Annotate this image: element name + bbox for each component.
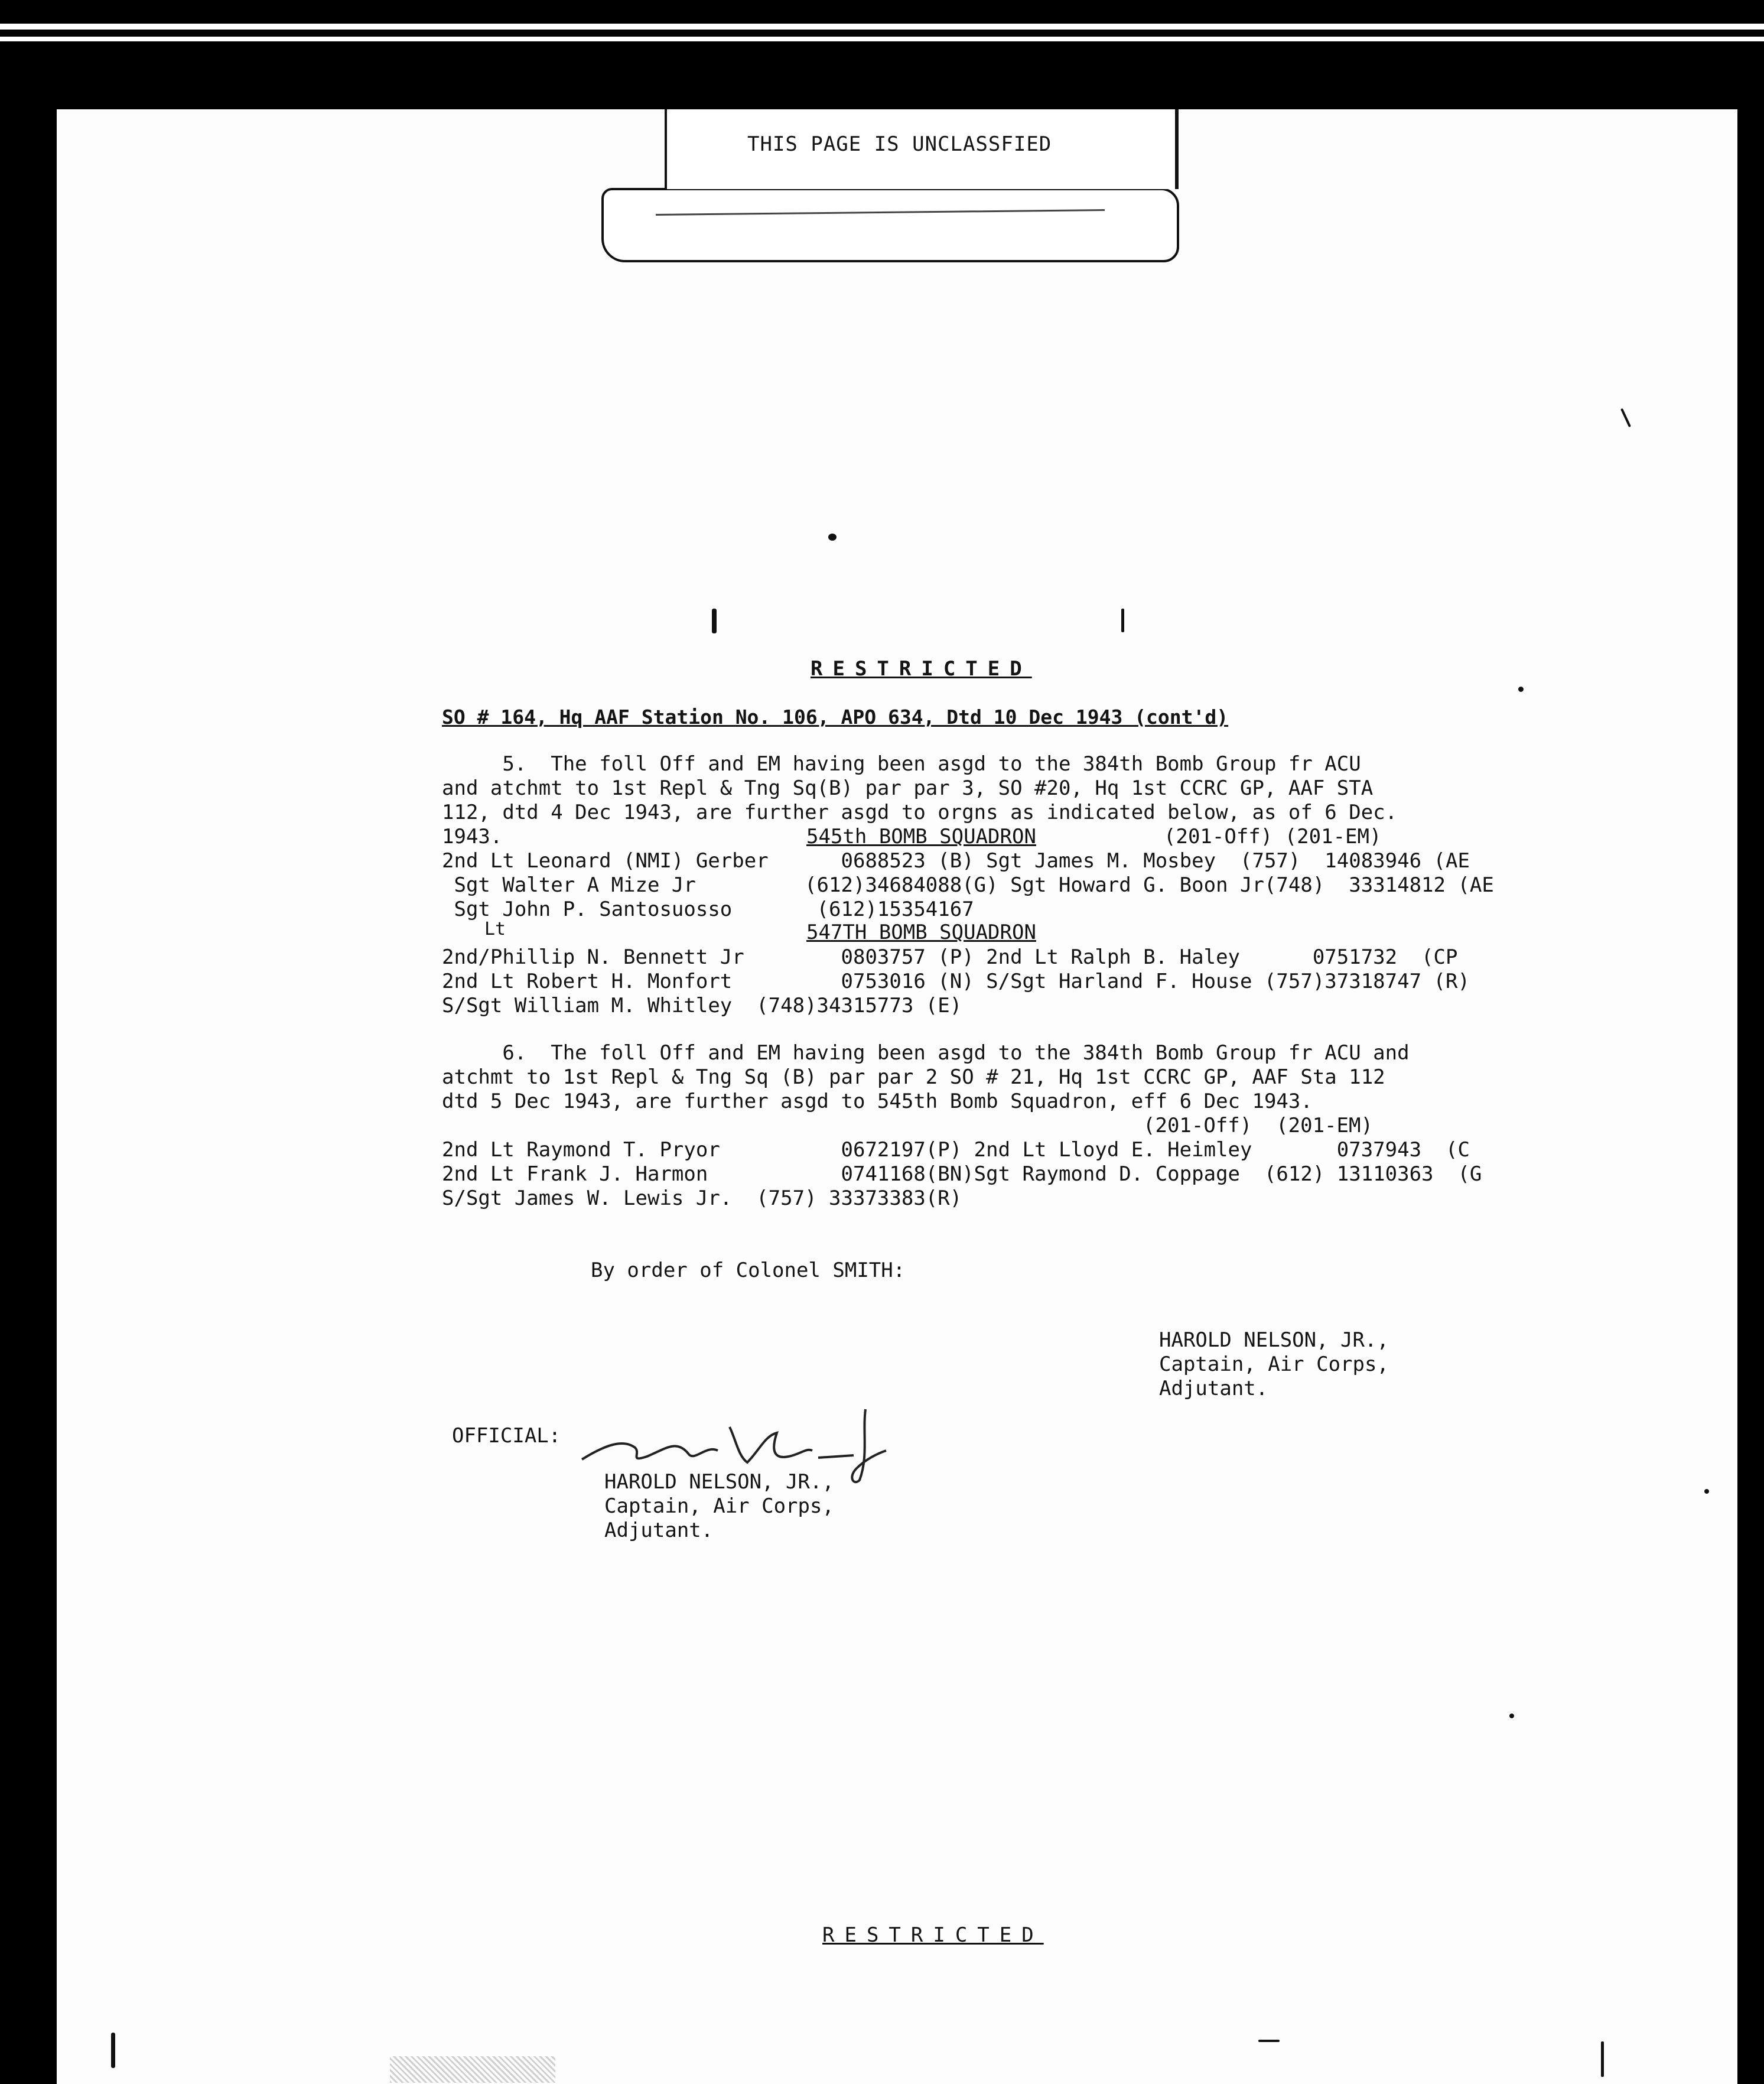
para6-line: dtd 5 Dec 1943, are further asgd to 545th Bomb Squadron, eff 6 Dec 1943. [442,1090,1313,1113]
scan-speck [1258,2040,1280,2042]
adjutant-name: HAROLD NELSON, JR., [1159,1328,1389,1352]
scan-speck [111,2033,115,2068]
roster-row: 2nd Lt Robert H. Monfort 0753016 (N) S/Sgt Harland F. House (757)37318747 (R) [442,970,1470,993]
scan-speck [1518,687,1524,692]
order-authority-line: By order of Colonel SMITH: [591,1259,906,1282]
banner-label: THIS PAGE IS UNCLASSFIED [747,132,1052,156]
roster-row: Sgt John P. Santosuosso (612)15354167 [442,898,974,921]
roster-row: 2nd Lt Raymond T. Pryor 0672197(P) 2nd Lt Lloyd E. Heimley 0737943 (C [442,1138,1470,1162]
para6-line: atchmt to 1st Repl & Tng Sq (B) par par 2 SO # 21, Hq 1st CCRC GP, AAF Sta 112 [442,1065,1385,1089]
column-headings: (201-Off) (201-EM) [1164,825,1382,848]
classification-footer: RESTRICTED [822,1923,1044,1947]
scan-speck [828,534,837,541]
order-reference-line: SO # 164, Hq AAF Station No. 106, APO 634, Dtd 10 Dec 1943 (cont'd) [442,705,1229,729]
para6-line: 6. The foll Off and EM having been asgd to the 384th Bomb Group fr ACU and [442,1041,1410,1065]
official-name: HAROLD NELSON, JR., [604,1470,834,1494]
scan-speck [1121,609,1124,632]
para5-line: and atchmt to 1st Repl & Tng Sq(B) par par 3, SO #20, Hq 1st CCRC GP, AAF STA [442,776,1374,800]
scan-speck [1601,2041,1604,2077]
classification-header: RESTRICTED [811,657,1032,681]
squadron-heading-547: 547TH BOMB SQUADRON [806,921,1036,944]
para5-line: 5. The foll Off and EM having been asgd to the 384th Bomb Group fr ACU [442,752,1361,776]
adjutant-rank: Captain, Air Corps, [1159,1353,1389,1376]
roster-row: 2nd Lt Frank J. Harmon 0741168(BN)Sgt Raymond D. Coppage (612) 13110363 (G [442,1162,1482,1186]
scan-edge-rule [0,24,1764,30]
scan-edge-rule [0,37,1764,41]
official-rank: Captain, Air Corps, [604,1494,834,1518]
scan-speck [1509,1714,1514,1718]
lt-insert-note: Lt [484,919,506,939]
roster-row: S/Sgt James W. Lewis Jr. (757) 33373383(R) [442,1186,962,1210]
scan-noise [390,2056,555,2083]
banner-tab-fold [601,188,1179,262]
para5-line: 112, dtd 4 Dec 1943, are further asgd to orgns as indicated below, as of 6 Dec. [442,801,1398,824]
official-title: Adjutant. [604,1519,714,1542]
roster-row: S/Sgt William M. Whitley (748)34315773 (E) [442,994,962,1017]
column-headings: (201-Off) (201-EM) [1143,1114,1373,1137]
para5-line: 1943. [442,825,503,848]
official-label: OFFICIAL: [452,1424,561,1448]
scan-speck [1704,1489,1709,1494]
roster-row: 2nd Lt Leonard (NMI) Gerber 0688523 (B) Sgt James M. Mosbey (757) 14083946 (AE [442,849,1470,873]
roster-row: Sgt Walter A Mize Jr (612)34684088(G) Sgt Howard G. Boon Jr(748) 33314812 (AE [442,873,1494,897]
squadron-heading-545: 545th BOMB SQUADRON [806,825,1036,848]
roster-row: 2nd/Phillip N. Bennett Jr 0803757 (P) 2nd Lt Ralph B. Haley 0751732 (CP [442,945,1458,969]
scan-speck [712,609,717,633]
adjutant-title: Adjutant. [1159,1377,1268,1400]
